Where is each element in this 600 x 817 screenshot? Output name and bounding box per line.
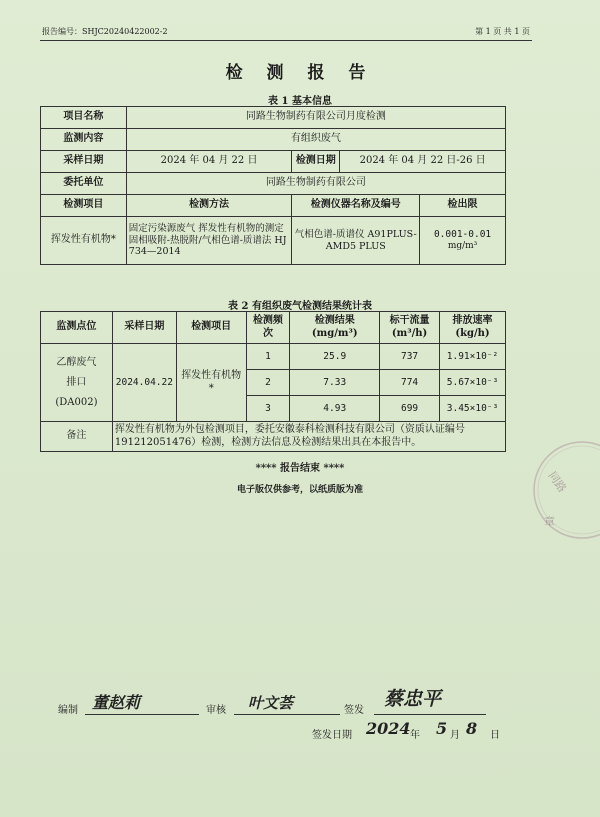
prepared-signature: 董赵莉 xyxy=(92,693,141,712)
hdr-flow xyxy=(380,312,440,344)
instrument-value: 气相色谱-质谱仪 A91PLUS-AMD5 PLUS xyxy=(292,217,420,265)
rate-cell: 3.45×10⁻³ xyxy=(440,396,506,422)
prepared-underline xyxy=(85,714,199,715)
result-cell: 4.93 xyxy=(290,396,380,422)
basic-info-table xyxy=(40,106,506,265)
test-method-value: 固定污染源废气 挥发性有机物的测定 固相吸附-热脱附/气相色谱-质谱法 HJ 734—2014 xyxy=(126,217,292,265)
report-end: **** 报告结束 **** xyxy=(255,463,345,474)
header-rule xyxy=(40,40,532,41)
month-char: 月 xyxy=(450,730,460,741)
hdr-result xyxy=(290,312,380,344)
results-sampling-date: 2024.04.22 xyxy=(112,344,176,422)
hdr-monitor-point: 监测点位 xyxy=(41,312,113,344)
client-label: 委托单位 xyxy=(41,173,127,195)
monitor-point-line2: 排口 xyxy=(66,376,87,388)
hdr-frequency: 检测频次 xyxy=(246,312,290,344)
issue-label: 签发 xyxy=(344,705,364,716)
table1-caption: 表 1 基本信息 xyxy=(268,96,332,107)
report-number: 报告编号：SHJC20240422002-2 xyxy=(42,27,168,36)
issue-underline xyxy=(374,714,486,715)
remark-label: 备注 xyxy=(41,422,113,452)
test-date-value: 2024 年 04 月 22 日-26 日 xyxy=(340,151,506,173)
review-signature: 叶文荟 xyxy=(248,694,294,712)
rate-cell: 5.67×10⁻³ xyxy=(440,370,506,396)
monitor-content-label: 监测内容 xyxy=(41,129,127,151)
hdr-rate xyxy=(440,312,506,344)
sampling-date-value: 2024 年 04 月 22 日 xyxy=(126,151,292,173)
hdr-flow-label: 标干流量 xyxy=(389,315,430,326)
result-cell: 7.33 xyxy=(290,370,380,396)
freq-cell: 1 xyxy=(246,344,290,370)
remark-text: 挥发性有机物为外包检测项目，委托安徽泰科检测科技有限公司（资质认证编号 191212051476）检测，检测方法信息及检测结果出具在本报告中。 xyxy=(112,422,505,452)
hdr-rate-label: 排放速率 xyxy=(452,315,493,326)
flow-cell: 737 xyxy=(380,344,440,370)
issue-signature: 蔡忠平 xyxy=(384,688,442,710)
project-name-value: 同路生物制药有限公司月度检测 xyxy=(126,107,505,129)
page-info: 第 1 页 共 1 页 xyxy=(475,27,530,36)
monitor-point-line3: (DA002) xyxy=(55,396,98,408)
project-name-label: 项目名称 xyxy=(41,107,127,129)
table-row xyxy=(41,344,506,370)
result-cell: 25.9 xyxy=(290,344,380,370)
issue-day: 8 xyxy=(466,719,478,738)
issue-date-label: 签发日期 xyxy=(312,730,352,741)
hdr-sampling-date: 采样日期 xyxy=(112,312,176,344)
sampling-date-label: 采样日期 xyxy=(41,151,127,173)
report-title: 检 测 报 告 xyxy=(225,63,375,83)
table2-caption: 表 2 有组织废气检测结果统计表 xyxy=(228,301,372,312)
monitor-point-cell xyxy=(41,344,113,422)
issue-year: 2024 xyxy=(366,719,411,738)
prepared-label: 编制 xyxy=(58,705,78,716)
flow-cell: 699 xyxy=(380,396,440,422)
review-label: 审核 xyxy=(206,705,226,716)
hdr-flow-unit: (m³/h) xyxy=(391,327,428,339)
electronic-notice: 电子版仅供参考，以纸质版为准 xyxy=(236,485,363,495)
detection-limit-value: 0.001-0.01 xyxy=(433,228,492,240)
col-test-method: 检测方法 xyxy=(126,195,292,217)
hdr-result-label: 检测结果 xyxy=(314,315,355,326)
freq-cell: 2 xyxy=(246,370,290,396)
day-char: 日 xyxy=(490,730,500,741)
year-char: 年 xyxy=(410,730,420,741)
client-value: 同路生物制药有限公司 xyxy=(126,173,505,195)
col-detection-limit: 检出限 xyxy=(420,195,506,217)
svg-text:章: 章 xyxy=(544,515,555,528)
flow-cell: 774 xyxy=(380,370,440,396)
test-date-label: 检测日期 xyxy=(292,151,340,173)
rate-cell: 1.91×10⁻² xyxy=(440,344,506,370)
hdr-test-item: 检测项目 xyxy=(176,312,246,344)
hdr-result-unit: (mg/m³) xyxy=(311,327,358,339)
seal-stamp xyxy=(520,435,600,545)
col-test-item: 检测项目 xyxy=(41,195,127,217)
freq-cell: 3 xyxy=(246,396,290,422)
monitor-point-line1: 乙醇废气 xyxy=(56,356,97,368)
results-table xyxy=(40,311,506,452)
review-underline xyxy=(234,714,340,715)
detection-limit-cell xyxy=(420,217,506,265)
test-item-value: 挥发性有机物* xyxy=(41,217,127,265)
results-test-item: 挥发性有机物* xyxy=(176,344,246,422)
detection-limit-unit: mg/m³ xyxy=(447,240,478,251)
monitor-content-value: 有组织废气 xyxy=(126,129,505,151)
col-instrument: 检测仪器名称及编号 xyxy=(292,195,420,217)
svg-text:同路: 同路 xyxy=(545,469,569,495)
hdr-rate-unit: (kg/h) xyxy=(455,327,490,339)
issue-month: 5 xyxy=(436,719,448,738)
